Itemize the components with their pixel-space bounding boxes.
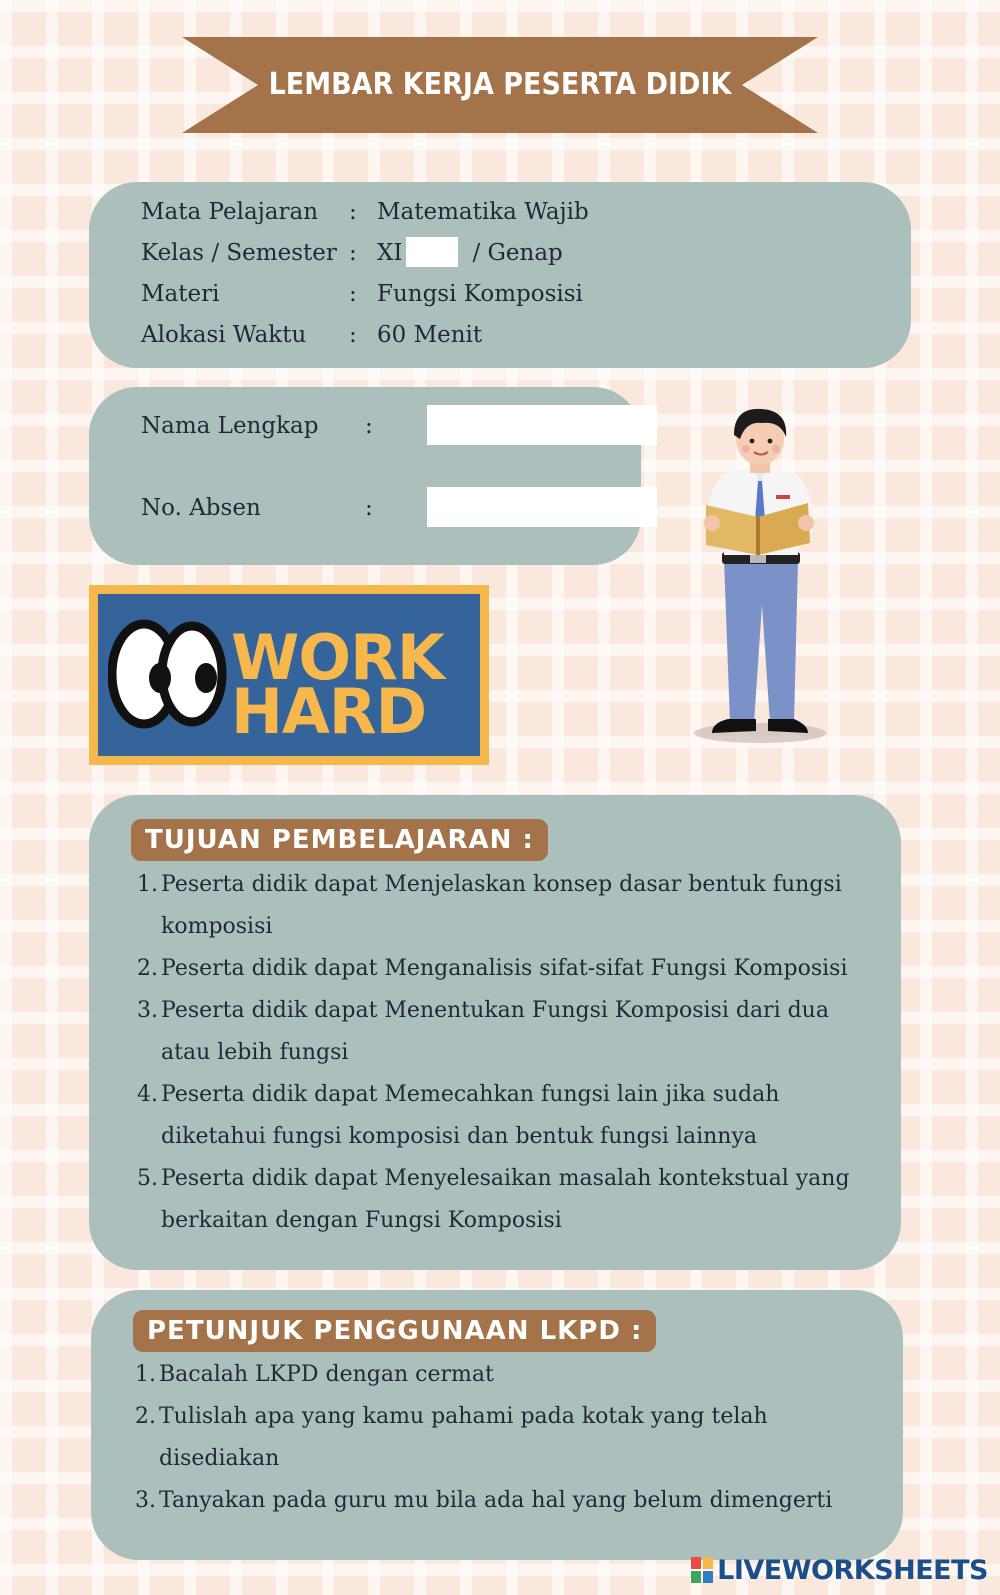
liveworksheets-brand-text: LIVEWORKSHEETS <box>717 1554 988 1586</box>
objectives-list <box>137 864 877 1242</box>
item-text: Peserta didik dapat Menyelesaikan masalah kontekstual yang <box>161 1166 850 1191</box>
list-item <box>137 1074 877 1158</box>
list-item <box>137 1158 877 1242</box>
title-banner <box>182 37 818 133</box>
item-text: Peserta didik dapat Menentukan Fungsi Komposisi dari dua <box>161 998 829 1023</box>
item-number: 2. <box>135 1404 156 1429</box>
student-illustration <box>690 405 830 750</box>
learning-objectives-card <box>89 795 901 1270</box>
full-name-input[interactable] <box>427 405 657 445</box>
list-item <box>135 1480 885 1522</box>
instructions-heading: PETUNJUK PENGGUNAAN LKPD : <box>133 1310 656 1352</box>
work-hard-panel <box>98 594 480 756</box>
item-text: Tanyakan pada guru mu bila ada hal yang belum dimengerti <box>159 1488 833 1513</box>
page-title: LEMBAR KERJA PESERTA DIDIK <box>268 67 732 102</box>
info-colon: : <box>349 240 357 266</box>
hard-text: HARD <box>231 675 427 748</box>
list-item <box>137 948 877 990</box>
student-identity-card <box>89 387 641 565</box>
instructions-card <box>91 1290 903 1560</box>
work-text: WORK <box>231 621 444 694</box>
work-hard-sticker <box>89 585 489 765</box>
semester-value: / Genap <box>472 240 563 266</box>
name-colon: : <box>365 413 373 439</box>
info-colon: : <box>349 322 357 348</box>
class-blank-field[interactable] <box>406 237 458 267</box>
class-prefix: XI <box>377 240 403 266</box>
list-item <box>135 1354 885 1396</box>
item-text-continued: diketahui fungsi komposisi dan bentuk fungsi lainnya <box>161 1124 758 1149</box>
item-number: 3. <box>137 998 158 1023</box>
list-item <box>137 864 877 948</box>
info-label: Kelas / Semester <box>141 240 337 266</box>
item-text-continued: komposisi <box>161 914 273 939</box>
list-item <box>135 1396 885 1480</box>
item-number: 1. <box>137 872 158 897</box>
info-value: 60 Menit <box>377 322 483 348</box>
item-number: 3. <box>135 1488 156 1513</box>
item-text: Bacalah LKPD dengan cermat <box>159 1362 494 1387</box>
item-text: Tulislah apa yang kamu pahami pada kotak yang telah <box>159 1404 768 1429</box>
list-item <box>137 990 877 1074</box>
item-text: Peserta didik dapat Menjelaskan konsep dasar bentuk fungsi <box>161 872 842 897</box>
info-colon: : <box>349 281 357 307</box>
item-number: 4. <box>137 1082 158 1107</box>
item-text-continued: berkaitan dengan Fungsi Komposisi <box>161 1208 562 1233</box>
info-value: Fungsi Komposisi <box>377 281 583 307</box>
info-colon: : <box>349 199 357 225</box>
absen-number-input[interactable] <box>427 487 657 527</box>
info-label: Mata Pelajaran <box>141 199 319 225</box>
liveworksheets-logo-icon <box>691 1557 713 1583</box>
item-number: 5. <box>137 1166 158 1191</box>
info-label: Alokasi Waktu <box>141 322 307 348</box>
absen-colon: : <box>365 495 373 521</box>
subject-info-card <box>89 182 911 368</box>
cartoon-eyes-icon <box>108 618 228 730</box>
item-text-continued: disediakan <box>159 1446 280 1471</box>
info-value: Matematika Wajib <box>377 199 589 225</box>
info-value <box>377 233 563 273</box>
item-number: 1. <box>135 1362 156 1387</box>
item-number: 2. <box>137 956 158 981</box>
info-label: Materi <box>141 281 220 307</box>
item-text: Peserta didik dapat Memecahkan fungsi lain jika sudah <box>161 1082 780 1107</box>
liveworksheets-logo[interactable] <box>691 1553 988 1587</box>
instructions-list <box>135 1354 885 1522</box>
item-text: Peserta didik dapat Menganalisis sifat-sifat Fungsi Komposisi <box>161 956 848 981</box>
absen-label: No. Absen <box>141 495 261 521</box>
item-text-continued: atau lebih fungsi <box>161 1040 349 1065</box>
name-label: Nama Lengkap <box>141 413 319 439</box>
objectives-heading: TUJUAN PEMBELAJARAN : <box>131 819 548 861</box>
